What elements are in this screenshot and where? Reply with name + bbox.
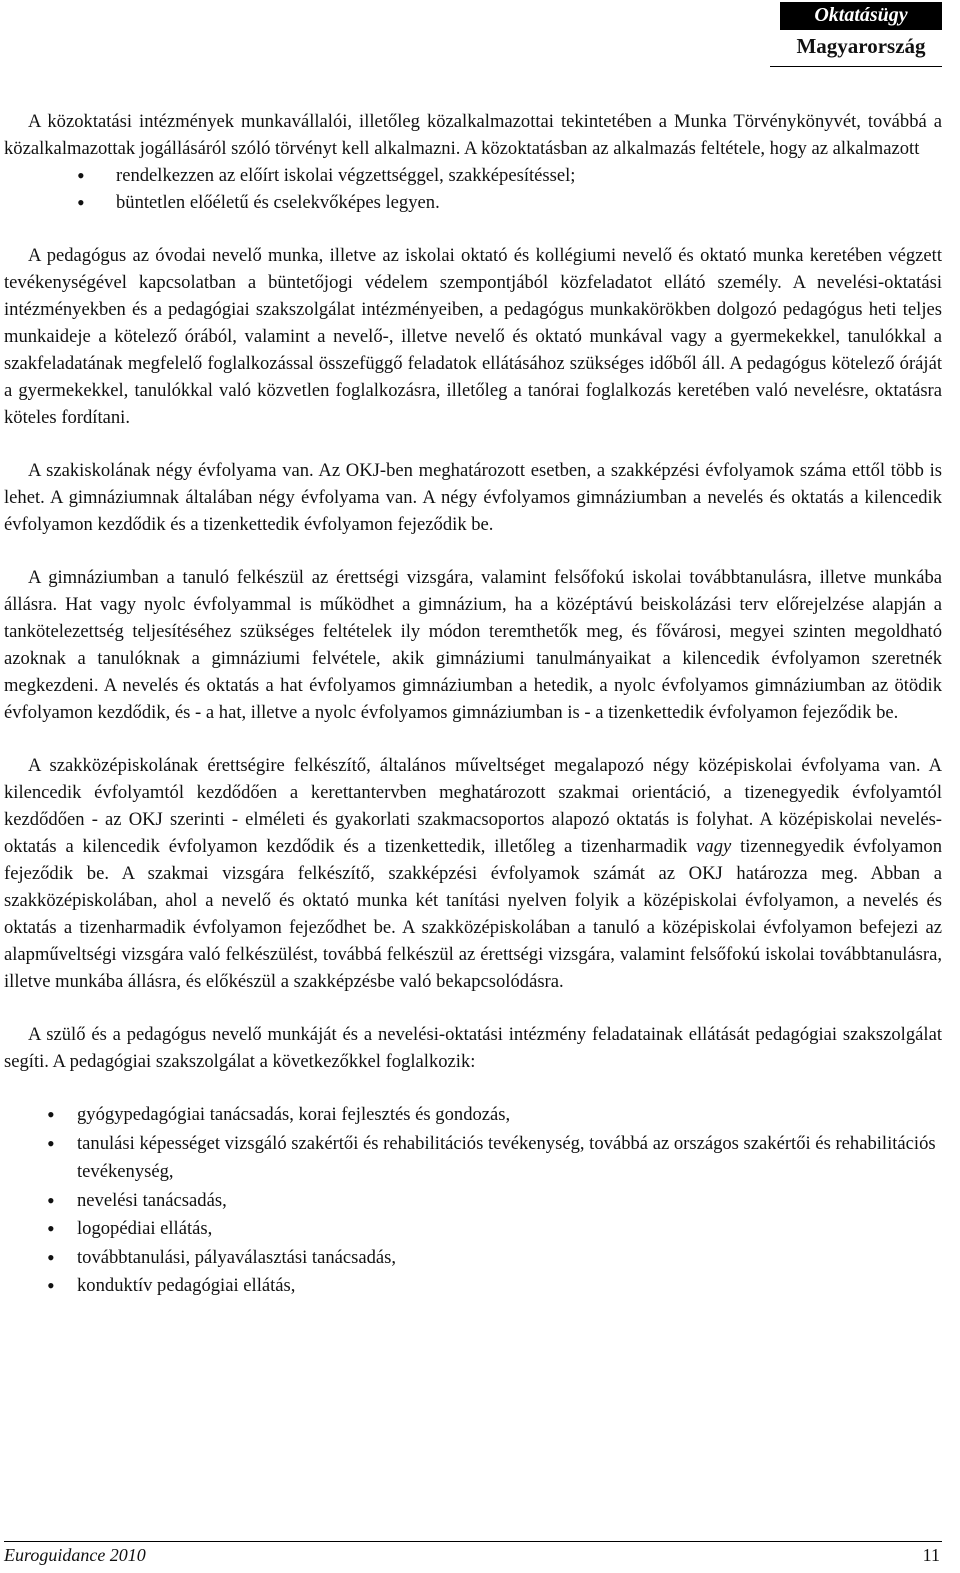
paragraph-teacher-role: A pedagógus az óvodai nevelő munka, illetve az iskolai oktató és kollégiumi nevelő és oktató munka keretében végzett tevékenységével kapcsolatban a büntetőjogi védelem szempontjából közfeladatot ellátó személy. A nevelési-oktatási intézményekben és a pedagógiai szakszolgálat intézményeiben, a pedagógus munkakörökben dolgozó pedagógus heti teljes munkaideje a kötelező órából, valamint a nevelő-, illetve nevelő és oktató munkával vagy a gyermekekkel, tanulókkal a szakfeladatának megfelelő foglalkozással összefüggő feladatok ellátásához szükséges időből áll. A pedagógus kötelező óráját a gyermekekkel, tanulókkal való közvetlen foglalkozásra, illetőleg a tanórai foglalkozás keretében való nevelésre, oktatásra köteles fordítani. [4,245,942,428]
list-item: • gyógypedagógiai tanácsadás, korai fejlesztés és gondozás, [4,1101,942,1130]
paragraph-vocational-school: A szakiskolának négy évfolyama van. Az OKJ-ben meghatározott esetben, a szakképzési évfolyamok száma ettől több is lehet. A gimnáziumnak általában négy évfolyama van. A négy évfolyamos gimnáziumban a nevelés és oktatás a kilencedik évfolyamon kezdődik és a tizenkettedik évfolyamon fejeződik be. [4,460,942,535]
employment-conditions-list [4,162,942,216]
footer-divider [4,1541,942,1542]
text-segment: tizennegyedik évfolyamon fejeződik be. A szakmai vizsgára felkészítő, szakképzési évfolyamok számát az OKJ határozza meg. Abban a szakközépiskolában, ahol a nevelő és oktató munka két tanítási nyelven folyik a középiskolai évfolyamon, a nevelés és oktatás a tizenharmadik évfolyamon fejeződhet be. A szakközépiskolában a tanuló a középiskolai évfolyamon befejezi az alapműveltségi vizsgára való felkészülést, továbbá felkészül az érettségi vizsgára, valamint felsőfokú iskolai továbbtanulásra, illetve munkába állásra, és előkészül a szakképzésbe való bekapcsolódásra. [4,836,942,992]
list-item: • logopédiai ellátás, [4,1215,942,1244]
list-item: • konduktív pedagógiai ellátás, [4,1272,942,1301]
list-item: • tanulási képességet vizsgáló szakértői és rehabilitációs tevékenység, továbbá az országos szakértői és rehabilitációs tevékenység, [4,1130,942,1187]
italic-text: vagy [696,836,732,857]
list-item: • nevelési tanácsadás, [4,1187,942,1216]
pedagogical-service-list [4,1101,942,1301]
header-badge [780,2,942,63]
header-divider [770,66,942,67]
list-item: • továbbtanulási, pályaválasztási tanácsadás, [4,1244,942,1273]
paragraph-grammar-school: A gimnáziumban a tanuló felkészül az érettségi vizsgára, valamint felsőfokú iskolai továbbtanulásra, illetve munkába állásra. Hat vagy nyolc évfolyammal is működhet a gimnázium, ha a középtávú beiskolázási terv előrejelzése alapján a tankötelezettség teljesítéséhez szükséges feltételek ily módon teremthetők meg, és fővárosi, megyei szinten megoldható azoknak a tanulóknak a gimnáziumi felvétele, akik gimnáziumi tanulmányaikat a kilencedik évfolyamon szeretnék megkezdeni. A nevelés és oktatás a hat évfolyamos gimnáziumban a hetedik, a nyolc évfolyamos gimnáziumban az ötödik évfolyamon kezdődik, és - a hat, illetve a nyolc évfolyamos gimnáziumban is - a tizenkettedik évfolyamon fejeződik be. [4,567,942,723]
footer-label: Euroguidance 2010 [4,1545,146,1565]
page-number: 11 [922,1545,940,1565]
paragraph-employment: A közoktatási intézmények munkavállalói, illetőleg közalkalmazottai tekintetében a Munka Törvénykönyvét, továbbá a közalkalmazottak jogállásáról szóló törvényt kell alkalmazni. A közoktatásban az alkalmazás feltétele, hogy az alkalmazott [4,111,942,159]
document-body [4,108,942,1301]
text-segment: A szakközépiskolának érettségire felkészítő, általános műveltséget megalapozó négy középiskolai évfolyama van. A kilencedik évfolyamtól kezdődően a kerettantervben meghatározott szakmai orientáció, a tizenegyedik évfolyamtól kezdődően - az OKJ szerinti - elméleti és gyakorlati szakmacsoportos alapozó oktatás is folyhat. A középiskolai nevelés-oktatás a kilencedik évfolyamon kezdődik és a tizenkettedik, illetőleg a tizenharmadik [4,755,942,857]
paragraph-secondary-vocational [4,752,942,995]
brand-subtitle: Magyarország [796,34,926,58]
brand-title: Oktatásügy [780,2,942,30]
list-item: • rendelkezzen az előírt iskolai végzettséggel, szakképesítéssel; [4,162,942,189]
paragraph-pedagogical-service: A szülő és a pedagógus nevelő munkáját és a nevelési-oktatási intézmény feladatainak ellátását pedagógiai szakszolgálat segíti. A pedagógiai szakszolgálat a következőkkel foglalkozik: [4,1024,942,1072]
list-item: • büntetlen előéletű és cselekvőképes legyen. [4,189,942,216]
